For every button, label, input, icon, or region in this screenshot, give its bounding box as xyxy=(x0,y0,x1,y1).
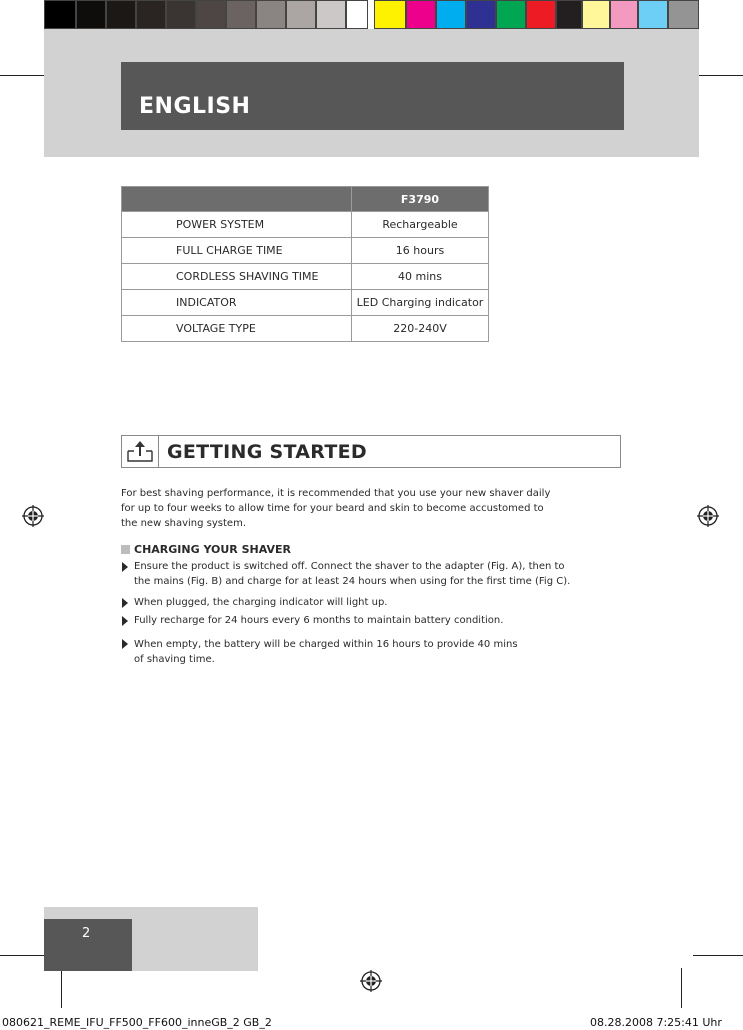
swatch-gray xyxy=(316,0,346,29)
table-row xyxy=(122,212,489,238)
swatch-magenta xyxy=(406,0,436,29)
spec-value: 40 mins xyxy=(352,264,489,290)
section-title: GETTING STARTED xyxy=(167,441,367,463)
bullet-line: When plugged, the charging indicator will light up. xyxy=(134,597,388,608)
spec-label: POWER SYSTEM xyxy=(122,212,352,238)
spec-label: FULL CHARGE TIME xyxy=(122,238,352,264)
registration-mark-icon xyxy=(697,505,719,527)
swatch-gray xyxy=(44,0,76,29)
bullet-line: the mains (Fig. B) and charge for at least 24 hours when using for the first time (Fig C). xyxy=(134,576,571,587)
unbox-icon xyxy=(122,436,159,467)
intro-line: the new shaving system. xyxy=(121,518,247,529)
swatch-gray xyxy=(256,0,286,29)
bullet-line: Ensure the product is switched off. Connect the shaver to the adapter (Fig. A), then to xyxy=(134,561,565,572)
swatch-gray-light xyxy=(668,0,699,29)
swatch-blue xyxy=(466,0,496,29)
swatch-red xyxy=(526,0,556,29)
spec-value: 16 hours xyxy=(352,238,489,264)
page-number: 2 xyxy=(82,926,91,941)
spec-label: CORDLESS SHAVING TIME xyxy=(122,264,352,290)
spec-label: INDICATOR xyxy=(122,290,352,316)
swatch-light-yellow xyxy=(582,0,610,29)
swatch-pink xyxy=(610,0,638,29)
subsection-title: CHARGING YOUR SHAVER xyxy=(134,543,291,556)
print-slug-filename: 080621_REME_IFU_FF500_FF600_inneGB_2 GB_2 xyxy=(2,1016,272,1029)
swatch-gray xyxy=(106,0,136,29)
bullet-arrow-icon xyxy=(122,598,128,608)
swatch-gray xyxy=(226,0,256,29)
swatch-green xyxy=(496,0,526,29)
language-header xyxy=(121,62,624,130)
bullet-line: When empty, the battery will be charged within 16 hours to provide 40 mins xyxy=(134,639,518,650)
spec-value: LED Charging indicator xyxy=(352,290,489,316)
table-row xyxy=(122,264,489,290)
spec-label: VOLTAGE TYPE xyxy=(122,316,352,342)
swatch-cyan xyxy=(436,0,466,29)
page-title: ENGLISH xyxy=(139,94,251,119)
spec-value: 220-240V xyxy=(352,316,489,342)
intro-line: For best shaving performance, it is recommended that you use your new shaver daily xyxy=(121,488,551,499)
swatch-gray xyxy=(286,0,316,29)
bullet-arrow-icon xyxy=(122,639,128,649)
spec-value: Rechargeable xyxy=(352,212,489,238)
swatch-light-cyan xyxy=(638,0,668,29)
bullet-line: of shaving time. xyxy=(134,654,215,665)
intro-line: for up to four weeks to allow time for your beard and skin to become accustomed to xyxy=(121,503,544,514)
swatch-gray xyxy=(136,0,166,29)
table-row xyxy=(122,238,489,264)
print-slug-timestamp: 08.28.2008 7:25:41 Uhr xyxy=(590,1016,722,1029)
registration-mark-icon xyxy=(22,505,44,527)
table-row xyxy=(122,290,489,316)
swatch-gray xyxy=(166,0,196,29)
swatch-gray xyxy=(76,0,106,29)
swatch-yellow xyxy=(374,0,406,29)
specification-table xyxy=(121,186,489,342)
swatch-gray xyxy=(346,0,368,29)
bullet-line: Fully recharge for 24 hours every 6 months to maintain battery condition. xyxy=(134,615,504,626)
swatch-gray xyxy=(196,0,226,29)
table-header-empty xyxy=(122,187,352,212)
section-heading-box xyxy=(121,435,621,468)
table-row xyxy=(122,316,489,342)
bullet-arrow-icon xyxy=(122,616,128,626)
table-header-row xyxy=(122,187,489,212)
swatch-black xyxy=(556,0,582,29)
model-header: F3790 xyxy=(352,187,489,212)
subsection-marker-icon xyxy=(121,545,130,554)
registration-mark-icon xyxy=(360,970,382,992)
bullet-arrow-icon xyxy=(122,562,128,572)
